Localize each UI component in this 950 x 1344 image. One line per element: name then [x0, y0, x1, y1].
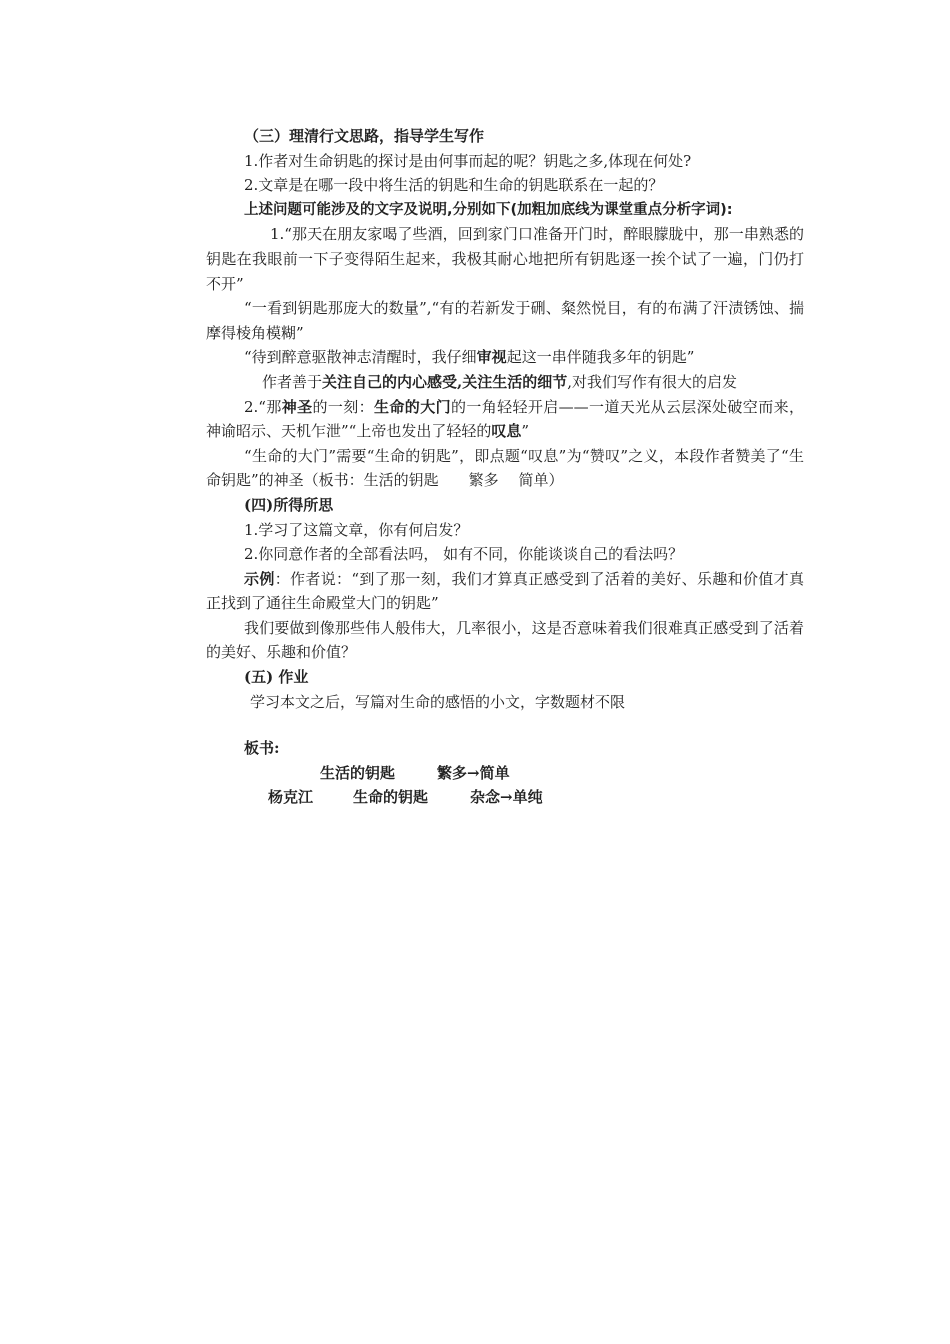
section-5-heading: (五) 作业 [244, 668, 309, 687]
section-4-question-2: 2.你同意作者的全部看法吗， 如有不同，你能谈谈自己的看法吗？ [244, 545, 684, 564]
note-part-a: 作者善于 [262, 372, 323, 391]
item-1-quote: 1.“那天在朋友家喝了些酒，回到家门口准备开门时，醉眼朦胧中，那一串熟悉的钥匙在我眼前一下子变得陌生起来，我极其耐心地把所有钥匙逐一挨个试了一遍，门仍打不开” [206, 225, 804, 293]
board-row-1-value: 繁多→简单 [437, 763, 510, 782]
item-1-quote-2: “一看到钥匙那庞大的数量”,“有的若新发于硎、粲然悦目，有的布满了汗渍锈蚀、揣摩得棱角模糊” [206, 299, 804, 342]
keyword-tanxi: 叹息 [491, 422, 522, 441]
section-3-question-2: 2.文章是在哪一段中将生活的钥匙和生命的钥匙联系在一起的？ [244, 176, 664, 195]
section-4-heading: (四)所得所思 [244, 495, 334, 514]
item-2-quote [206, 395, 804, 444]
item-2-part-a: 2.“那 [244, 397, 282, 416]
board-row-1-key: 生活的钥匙 [320, 763, 396, 782]
section-3-question-1: 1.作者对生命钥匙的探讨是由何事而起的呢？钥匙之多,体现在何处? [244, 151, 692, 170]
board-label: 板书: [244, 739, 280, 758]
item-1-quote-3 [206, 345, 804, 370]
item-2-explanation: “生命的大门”需要“生命的钥匙”，即点题“叹息”为“赞叹”之义，本段作者赞美了“生命钥匙”的神圣（板书：生活的钥匙 繁多 简单） [206, 446, 804, 490]
board-row-2-value: 杂念→单纯 [470, 788, 543, 807]
item-2-part-c: 的一刻： [312, 397, 375, 416]
example-label: 示例 [244, 569, 275, 588]
item-2-part-e: 的一角轻轻开启——一道天光从云层深处破空而来，神谕昭示、天机乍泄”“上帝也发出了轻轻的 [206, 397, 804, 441]
item-2-part-g: ” [521, 422, 530, 441]
example-text: ：作者说：“到了那一刻，我们才算真正感受到了活着的美好、乐趣和价值才真正找到了通往生命殿堂大门的钥匙” [206, 569, 804, 613]
board-row-2 [206, 785, 804, 810]
spacer [206, 714, 804, 736]
section-3-intro: 上述问题可能涉及的文字及说明,分别如下(加粗加底线为课堂重点分析字词): [244, 201, 733, 218]
quote-3-part-a: “待到醉意驱散神志清醒时，我仔细 [244, 348, 477, 367]
note-part-c: ,对我们写作有很大的启发 [567, 372, 738, 391]
section-5-task: 学习本文之后，写篇对生命的感悟的小文，字数题材不限 [250, 692, 626, 711]
quote-3-part-c: 起这一串伴随我多年的钥匙” [506, 348, 695, 367]
board-row-2-key: 生命的钥匙 [353, 788, 429, 807]
section-4-question-1: 1.学习了这篇文章，你有何启发？ [244, 520, 469, 539]
section-4-reflection: 我们要做到像那些伟人般伟大，几率很小，这是否意味着我们很难真正感受到了活着的美好、乐趣和价值？ [206, 618, 804, 662]
board-row-2-author: 杨克江 [268, 788, 314, 807]
item-1-note [206, 370, 804, 395]
document-body [206, 124, 804, 810]
keyword-shensheng: 神圣 [281, 397, 313, 416]
keyword-shenshi: 审视 [476, 348, 507, 367]
section-3-heading: （三）理清行文思路，指导学生写作 [244, 127, 485, 145]
board-row-1 [206, 761, 804, 786]
keyword-shengming-damen: 生命的大门 [374, 397, 451, 416]
note-emphasis: 关注自己的内心感受,关注生活的细节 [322, 372, 568, 391]
section-4-example [206, 567, 804, 616]
